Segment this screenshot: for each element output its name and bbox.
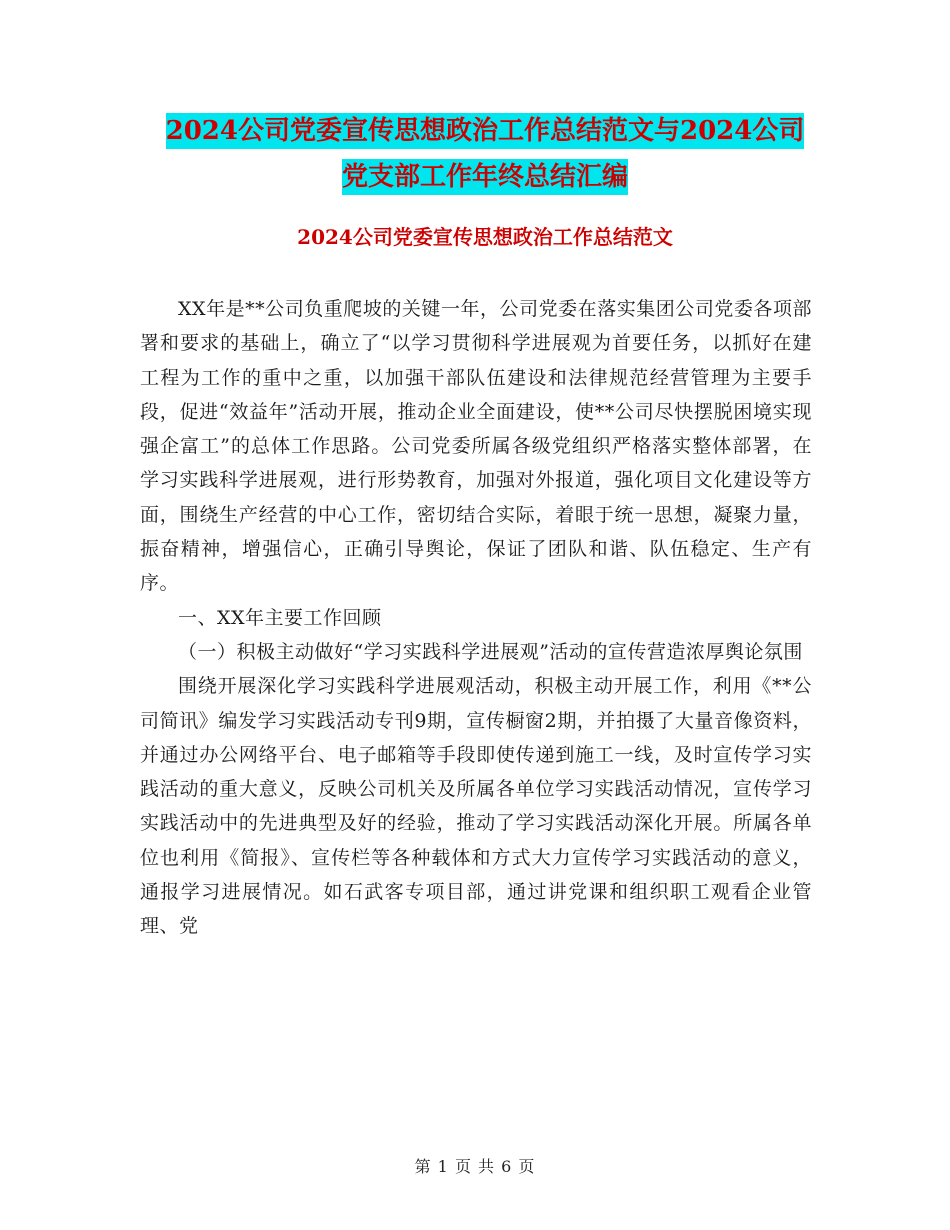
paragraph-activity: 围绕开展深化学习实践科学进展观活动，积极主动开展工作，利用《**公司简讯》编发学习实践活动专刊9期，宣传橱窗2期，并拍摄了大量音像资料，并通过办公网络平台、电子邮箱等手段即使传递到施工一线，及时宣传学习实践活动的重大意义，反映公司机关及所属各单位学习实践活动情况，宣传学习实践活动中的先进典型及好的经验，推动了学习实践活动深化开展。所属各单位也利用《简报》、宣传栏等各种载体和方式大力宣传学习实践活动的意义，通报学习进展情况。如石武客专项目部，通过讲党课和组织职工观看企业管理、党 (140, 675, 812, 938)
main-title-line-2: 党支部工作年终总结汇编 (342, 159, 628, 195)
main-title-line-1: 2024公司党委宣传思想政治工作总结范文与2024公司 (166, 113, 805, 149)
section-title: 2024公司党委宣传思想政治工作总结范文 (297, 225, 673, 249)
page-number-footer: 第 1 页 共 6 页 (414, 1157, 536, 1176)
heading-review: 一、XX年主要工作回顾 (178, 606, 382, 629)
subheading-activity: （一）积极主动做好“学习实践科学进展观”活动的宣传营造浓厚舆论氛围 (178, 640, 803, 663)
document-main-title (140, 108, 830, 200)
document-body (140, 292, 812, 944)
paragraph-intro: XX年是**公司负重爬坡的关键一年，公司党委在落实集团公司党委各项部署和要求的基础上，确立了“以学习贯彻科学进展观为首要任务，以抓好在建工程为工作的重中之重，以加强干部队伍建设和法律规范经营管理为主要手段，促进“效益年”活动开展，推动企业全面建设，使**公司尽快摆脱困境实现强企富工”的总体工作思路。公司党委所属各级党组织严格落实整体部署，在学习实践科学进展观，进行形势教育，加强对外报道，强化项目文化建设等方面，围绕生产经营的中心工作，密切结合实际，着眼于统一思想，凝聚力量，振奋精神，增强信心，正确引导舆论，保证了团队和谐、队伍稳定、生产有序。 (140, 298, 812, 595)
